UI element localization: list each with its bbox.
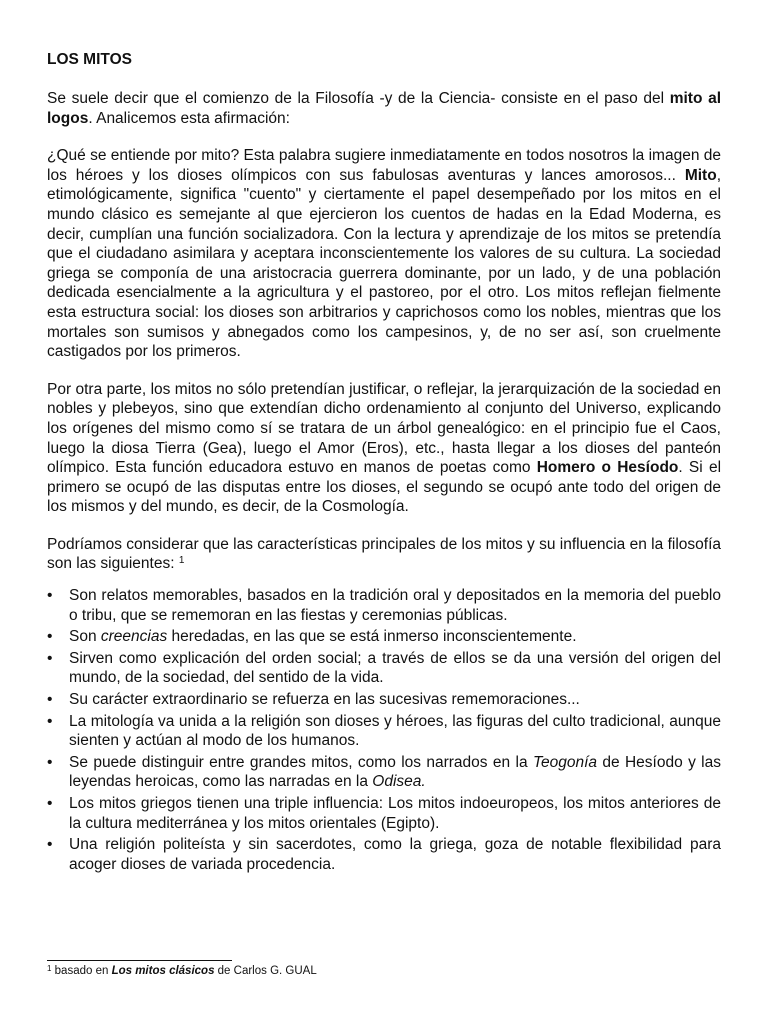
list-item (47, 835, 721, 874)
footnote-book-title-text: Los mitos clásicos (111, 965, 215, 977)
footnote-number: 1 (47, 964, 52, 973)
bold-term: mito al logos (47, 90, 721, 127)
list-item (47, 794, 721, 833)
text-run: Se suele decir que el comienzo de la Filosofía -y de la Ciencia- consiste en el paso del (47, 90, 670, 107)
document-page (47, 50, 721, 876)
list-item-text: heredadas, en las que se está inmerso inconscientemente. (167, 628, 577, 646)
footnote-reference: 1 (178, 555, 185, 567)
list-item (47, 649, 721, 688)
paragraph-cosmology (47, 380, 721, 517)
text-run: . Si el primero se ocupó de las disputas entre los dioses, el segundo se ocupó ante todo del origen de los mismos y del mundo, es decir, de la Cosmología. (47, 459, 722, 516)
list-item (47, 753, 721, 792)
bullet-icon: • (47, 649, 53, 667)
bullet-icon: • (47, 691, 53, 709)
list-item-text: La mitología va unida a la religión son dioses y héroes, las figuras del culto tradicional, aunque sienten y actúan al modo de los humanos. (69, 712, 721, 750)
bullet-icon: • (47, 753, 53, 771)
footnote-text: basado en (51, 965, 112, 977)
italic-term: Teogonía (532, 753, 598, 771)
list-item-text: Sirven como explicación del orden social; a través de ellos se da una versión del origen del mundo, de la sociedad, del sentido de la vida. (69, 649, 721, 687)
bold-term: Homero o Hesíodo (536, 459, 679, 477)
list-item (47, 586, 721, 625)
bullet-icon: • (47, 795, 53, 812)
italic-term: creencias (100, 628, 168, 646)
text-run: , etimológicamente, significa "cuento" y ciertamente el papel desempeñado por los mitos en el mundo clásico es semejante al que ejercieron los cuentos de hadas en la Edad Moderna, es decir, cumplían una función socializadora. Con la lectura y aprendizaje de los mitos se pretendía que el ciudadano asimilara y aceptara inconscientemente los valores de su cultura. La sociedad griega se componía de una aristocracia guerrera dominante, por un lado, y de una población dedicada esencialmente a la agricultura y el pastoreo, por el otro. Los mitos reflejan fielmente esta estructura social: los dioses son arbitrarios y caprichosos como los nobles, mientras que los mortales son sumisos y abnegados como los campesinos, y, de no ser así, son cruelmente castigados por los primeros. (47, 166, 721, 361)
bullet-icon: • (47, 587, 53, 605)
list-item-text: Se puede distinguir entre grandes mitos, como los narrados en la (69, 753, 533, 771)
footnote-divider (47, 960, 232, 961)
text-run: Podríamos considerar que las características principales de los mitos y su influencia en la filosofía son las siguientes: (47, 535, 721, 573)
italic-term: Odisea. (372, 773, 426, 791)
list-item (47, 690, 721, 710)
list-item-text: de Hesíodo y las leyendas heroicas, como las narradas en la (69, 753, 721, 791)
paragraph-intro (47, 89, 721, 128)
bullet-icon: • (47, 628, 53, 646)
footnote (47, 964, 317, 979)
paragraph-characteristics-intro (47, 535, 721, 574)
bold-term: Mito (684, 166, 717, 184)
characteristics-list (47, 586, 721, 874)
list-item-text: Una religión politeísta y sin sacerdotes, como la griega, goza de notable flexibilidad para acoger dioses de variada procedencia. (69, 836, 721, 873)
list-item-text: Son relatos memorables, basados en la tradición oral y depositados en la memoria del pueblo o tribu, que se rememoran en las fiestas y ceremonias públicas. (69, 587, 721, 624)
bullet-icon: • (47, 712, 53, 730)
text-run: Por otra parte, los mitos no sólo pretendían justificar, o reflejar, la jerarquización de la sociedad en nobles y plebeyos, sino que extendían dicho ordenamiento al conjunto del Universo, explicando los orígenes del mismo como sí se tratara de un árbol genealógico: en el principio fue el Caos, luego la diosa Tierra (Gea), luego el Amor (Eros), etc., hasta llegar a los dioses del panteón olímpico. Esta función educadora estuvo en manos de poetas como (47, 380, 721, 477)
list-item-text: Su carácter extraordinario se refuerza en las sucesivas rememoraciones... (69, 691, 580, 709)
paragraph-mito-definition (47, 146, 721, 362)
list-item (47, 712, 721, 751)
footnote-book-title (112, 965, 215, 977)
page-title: LOS MITOS (47, 51, 132, 68)
list-item (47, 627, 721, 647)
list-item-text: Los mitos griegos tienen una triple influencia: Los mitos indoeuropeos, los mitos anteriores de la cultura mediterránea y los mitos orientales (Egipto). (69, 795, 721, 832)
list-item-text: Son (69, 628, 101, 646)
bullet-icon: • (47, 836, 53, 854)
text-run: . Analicemos esta afirmación: (88, 109, 290, 127)
text-run: ¿Qué se entiende por mito? Esta palabra sugiere inmediatamente en todos nosotros la imagen de los héroes y los dioses olímpicos con sus fabulosas aventuras y lances amorosos... (47, 147, 721, 184)
footnote-text: de Carlos G. GUAL (214, 965, 317, 977)
